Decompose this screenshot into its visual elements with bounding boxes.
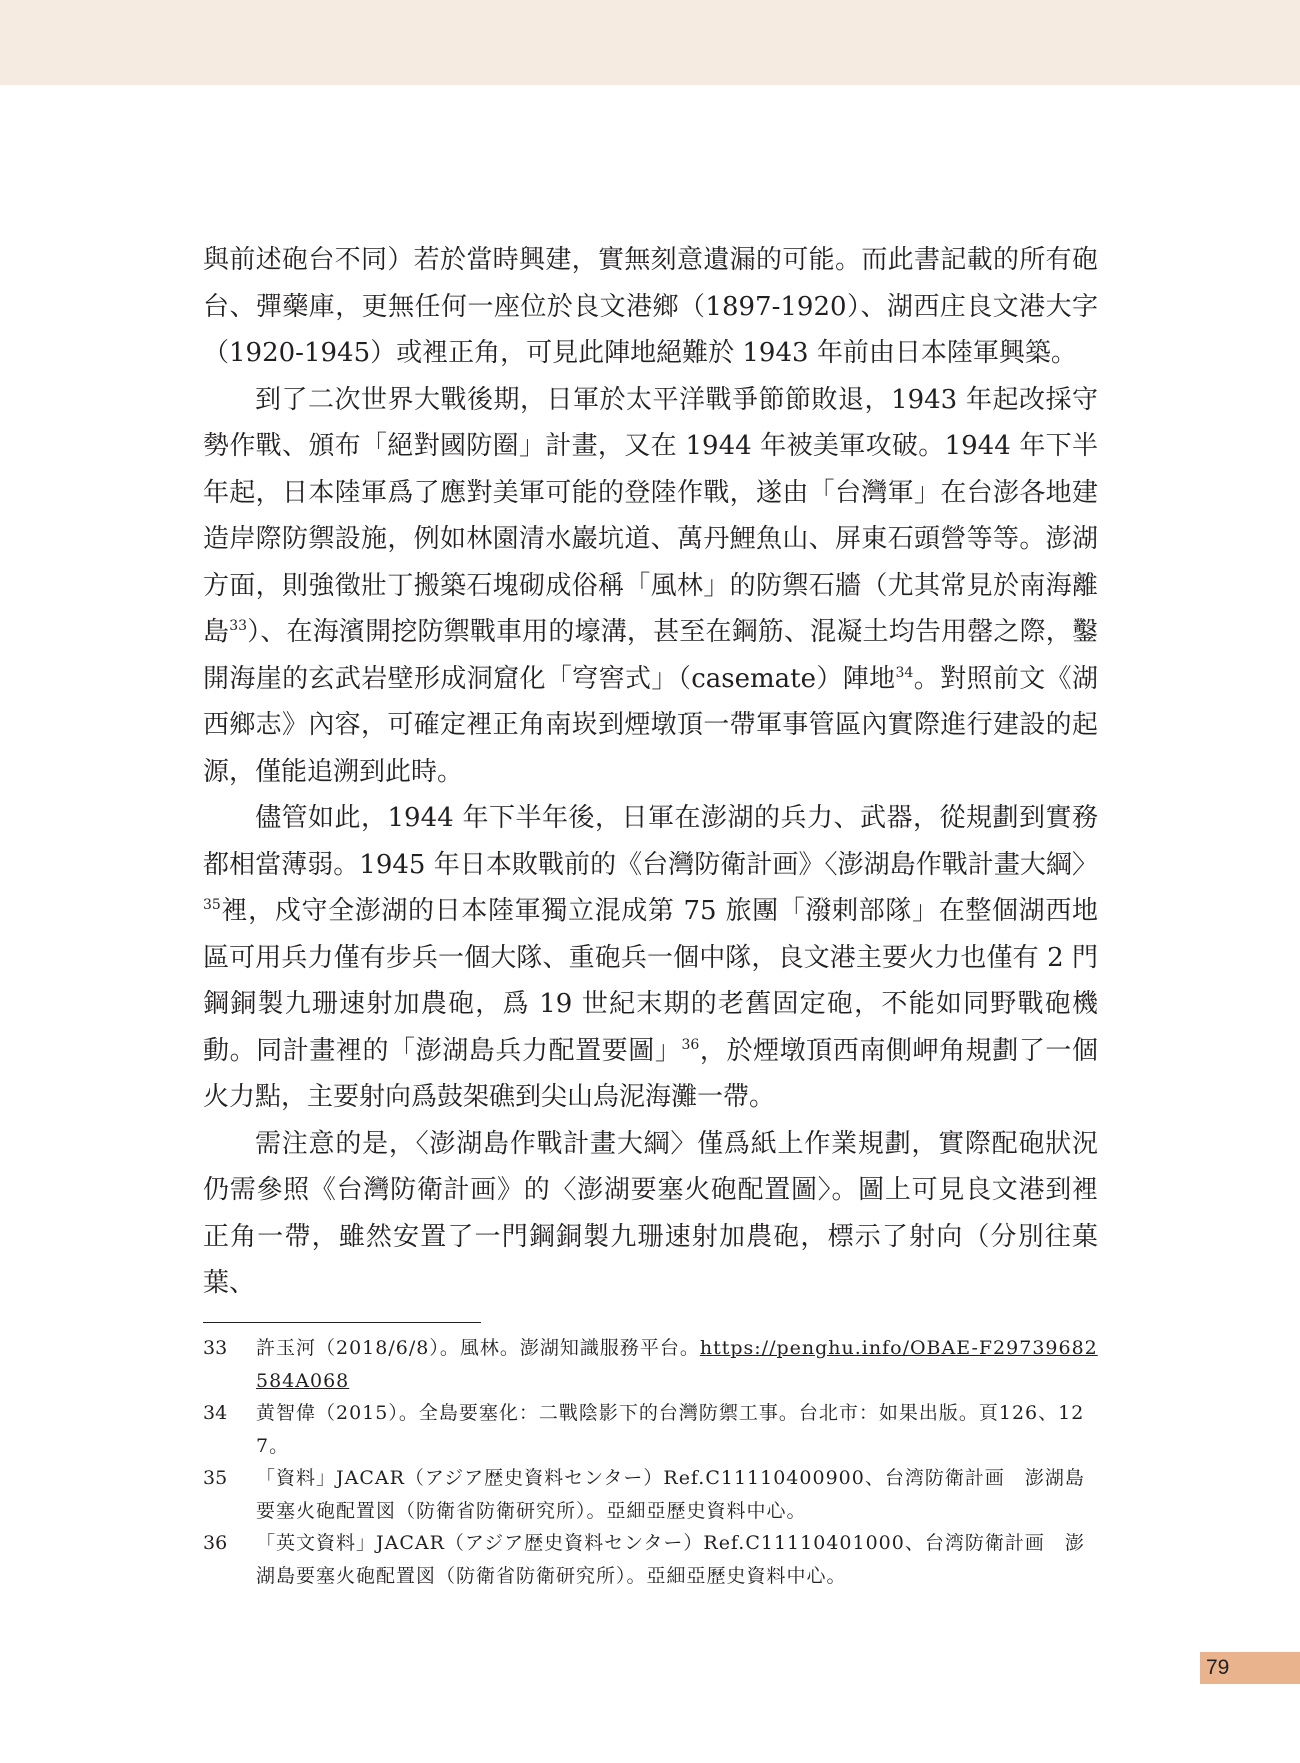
paragraph-4: 需注意的是，〈澎湖島作戰計畫大綱〉僅爲紙上作業規劃，實際配砲狀況仍需參照《台灣防衛計画》的〈澎湖要塞火砲配置圖〉。圖上可見良文港到裡正角一帶，雖然安置了一門鋼銅製九珊速射加農砲，標示了射向（分別往菓葉、 xyxy=(203,1128,1098,1298)
top-header-band xyxy=(0,0,1300,85)
footnote-ref-36[interactable]: 36 xyxy=(681,1036,700,1053)
footnotes xyxy=(203,1332,1098,1592)
footnote-number: 34 xyxy=(203,1402,228,1424)
footnote-35 xyxy=(203,1462,1098,1527)
footnote-ref-34[interactable]: 34 xyxy=(895,664,914,681)
footnote-text: 「資料」JACAR（アジア歴史資料センター）Ref.C11110400900、台湾防衛計画 澎湖島要塞火砲配置図（防衛省防衛研究所）。亞細亞歷史資料中心。 xyxy=(256,1467,1085,1522)
footnote-text: 「英文資料」JACAR（アジア歴史資料センター）Ref.C11110401000、台湾防衛計画 澎湖島要塞火砲配置図（防衛省防衛研究所）。亞細亞歷史資料中心。 xyxy=(256,1532,1085,1587)
footnote-number: 33 xyxy=(203,1337,228,1359)
footnote-link[interactable]: https://penghu.info/OBAE-F29739682584A068 xyxy=(256,1337,1098,1392)
body-text xyxy=(203,237,1098,1307)
footnote-divider xyxy=(203,1322,481,1323)
footnote-36 xyxy=(203,1527,1098,1592)
footnote-text: 黄智偉（2015）。全島要塞化：二戰陰影下的台灣防禦工事。台北市：如果出版。頁126、127。 xyxy=(256,1402,1085,1457)
footnote-text: 許玉河（2018/6/8）。風林。澎湖知識服務平台。 xyxy=(256,1337,700,1359)
footnote-number: 36 xyxy=(203,1532,228,1554)
page-number: 79 xyxy=(1206,1656,1230,1679)
footnote-number: 35 xyxy=(203,1467,228,1489)
footnote-33 xyxy=(203,1332,1098,1397)
paragraph-2: 到了二次世界大戰後期，日軍於太平洋戰爭節節敗退，1943 年起改採守勢作戰、頒布「絕對國防圈」計畫，又在 1944 年被美軍攻破。1944 年下半年起，日本陸軍爲了應對美軍可能的登陸作戰，遂由「台灣軍」在台澎各地建造岸際防禦設施，例如林園清水巖坑道、萬丹鯉魚山、屏東石頭營等等。澎湖方面，則強徵壯丁搬築石塊砌成俗稱「風林」的防禦石牆（尤其常見於南海離島$^{33}$）、在海濱開挖防禦戰車用的壕溝，甚至在鋼筋、混凝土均告用罄之際，鑿開海崖的玄武岩壁形成洞窟化「穹窖式」（casemate）陣地$^{34}$。對照前文《湖西鄉志》內容，可確定裡正角南崁到煙墩頂一帶軍事管區內實際進行建設的起源，僅能追溯到此時。 xyxy=(203,384,1098,787)
paragraph-3: 儘管如此，1944 年下半年後，日軍在澎湖的兵力、武器，從規劃到實務都相當薄弱。1945 年日本敗戰前的《台灣防衛計画》〈澎湖島作戰計畫大綱〉$^{35}$裡，戍守全澎湖的日本陸軍獨立混成第 75 旅團「潑剌部隊」在整個湖西地區可用兵力僅有步兵一個大隊、重砲兵一個中隊，良文港主要火力也僅有 2 門鋼銅製九珊速射加農砲，爲 19 世紀末期的老舊固定砲，不能如同野戰砲機動。同計畫裡的「澎湖島兵力配置要圖」$^{36}$，於煙墩頂西南側岬角規劃了一個火力點，主要射向爲鼓架礁到尖山烏泥海灘一帶。 xyxy=(203,803,1098,1112)
footnote-ref-35[interactable]: 35 xyxy=(203,897,221,913)
paragraph-1: 與前述砲台不同）若於當時興建，實無刻意遺漏的可能。而此書記載的所有砲台、彈藥庫，更無任何一座位於良文港鄉（1897-1920）、湖西庄良文港大字（1920-1945）或裡正角，可見此陣地絕難於 1943 年前由日本陸軍興築。 xyxy=(203,245,1098,368)
footnote-ref-33[interactable]: 33 xyxy=(229,618,248,634)
footnote-34 xyxy=(203,1397,1098,1462)
